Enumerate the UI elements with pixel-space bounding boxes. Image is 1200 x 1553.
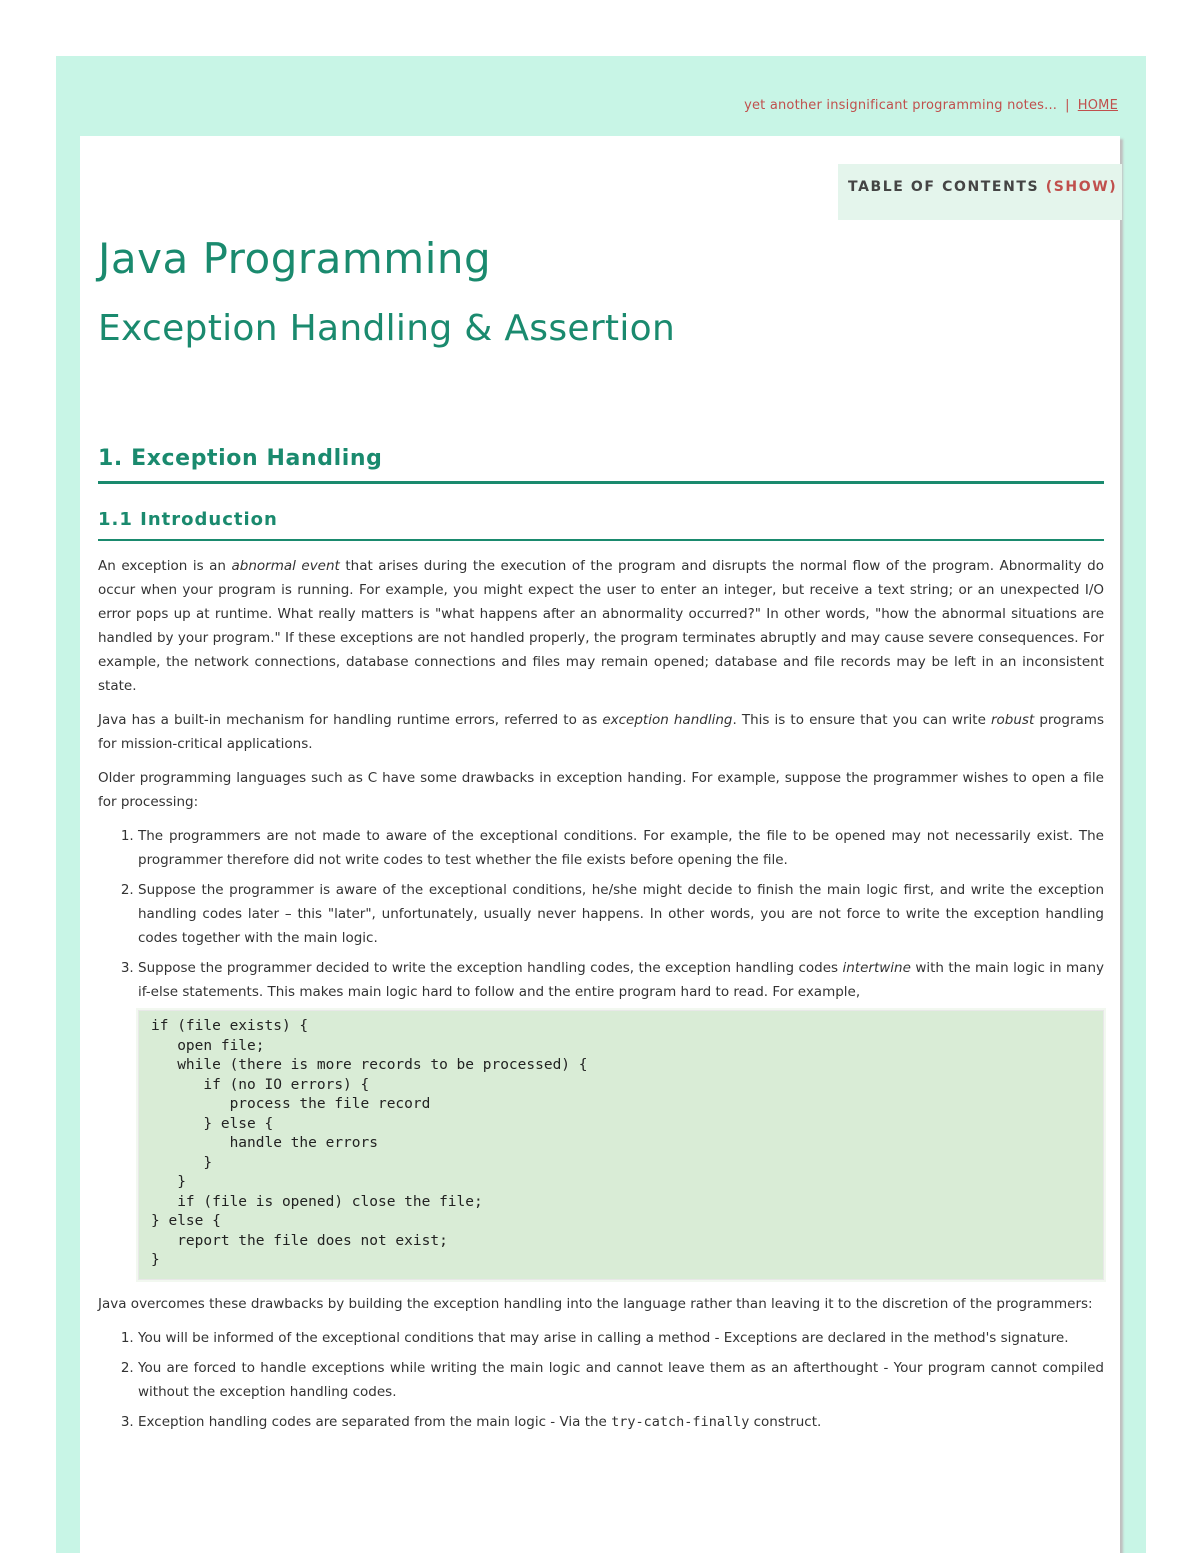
top-nav-bar [744,98,1118,113]
home-link[interactable]: HOME [1077,98,1118,113]
intro-paragraph-4: Java overcomes these drawbacks by building the exception handling into the language rather than leaving it to the discretion of the programmers: [98,1295,1093,1312]
section-heading-exception-handling: 1. Exception Handling [98,446,1104,484]
page-title: Java Programming [98,234,492,283]
intro-paragraph-3: Older programming languages such as C have some drawbacks in exception handing. For example, suppose the programmer wishes to open a file for processing: [98,770,1104,810]
page-background [56,56,1146,1553]
list-item: 3. Suppose the programmer decided to write the exception handling codes, the exception handling codes intertwine with the main logic in many if-else statements. This makes main logic hard to follow and the entire program hard to read. For example, [138,956,1104,1004]
list-item: 2. Suppose the programmer is aware of the exceptional conditions, he/she might decide to finish the main logic first, and write the exception handling codes later – this "later", unfortunately, usually never happens. In other words, you are not force to write the exception handling codes together with the main logic. [138,878,1104,950]
code-example: if (file exists) { open file; while (there is more records to be processed) { if (no IO errors) { process the file record } else { handle the errors } } if (file is opened) close the file; } else { report the file does not exist; } [138,1010,1104,1280]
content-card [80,136,1120,1553]
site-tagline: yet another insignificant programming notes... [744,98,1058,113]
toc-show-toggle[interactable]: (SHOW) [1045,179,1118,195]
list-item: 3. Exception handling codes are separated from the main logic - Via the try-catch-finally construct. [138,1410,1104,1434]
nav-separator: | [1065,98,1070,113]
java-advantages-list [98,1326,1104,1434]
page-subtitle: Exception Handling & Assertion [98,308,676,349]
inline-code: try-catch-finally [611,1413,750,1430]
introduction-body [98,554,1104,1440]
drawbacks-list [98,824,1104,1004]
list-item: 1. You will be informed of the exceptional conditions that may arise in calling a method - Exceptions are declared in the method's signature. [138,1326,1104,1350]
intro-paragraph-2: Java has a built-in mechanism for handling runtime errors, referred to as exception handling. This is to ensure that you can write robust programs for mission-critical applications. [98,712,1104,752]
table-of-contents [838,164,1122,220]
list-item: 2. You are forced to handle exceptions while writing the main logic and cannot leave them as an afterthought - Your program cannot compiled without the exception handling codes. [138,1356,1104,1404]
intro-paragraph-1: An exception is an abnormal event that arises during the execution of the program and disrupts the normal flow of the program. Abnormality do occur when your program is running. For example, you might expect the user to enter an integer, but receive a text string; or an unexpected I/O error pops up at runtime. What really matters is "what happens after an abnormality occurred?" In other words, "how the abnormal situations are handled by your program." If these exceptions are not handled properly, the program terminates abruptly and may cause severe consequences. For example, the network connections, database connections and files may remain opened; database and file records may be left in an inconsistent state. [98,558,1104,694]
list-item: 1. The programmers are not made to aware of the exceptional conditions. For example, the file to be opened may not necessarily exist. The programmer therefore did not write codes to test whether the file exists before opening the file. [138,824,1104,872]
section-heading-introduction: 1.1 Introduction [98,509,1104,541]
toc-label: TABLE OF CONTENTS [848,179,1040,195]
